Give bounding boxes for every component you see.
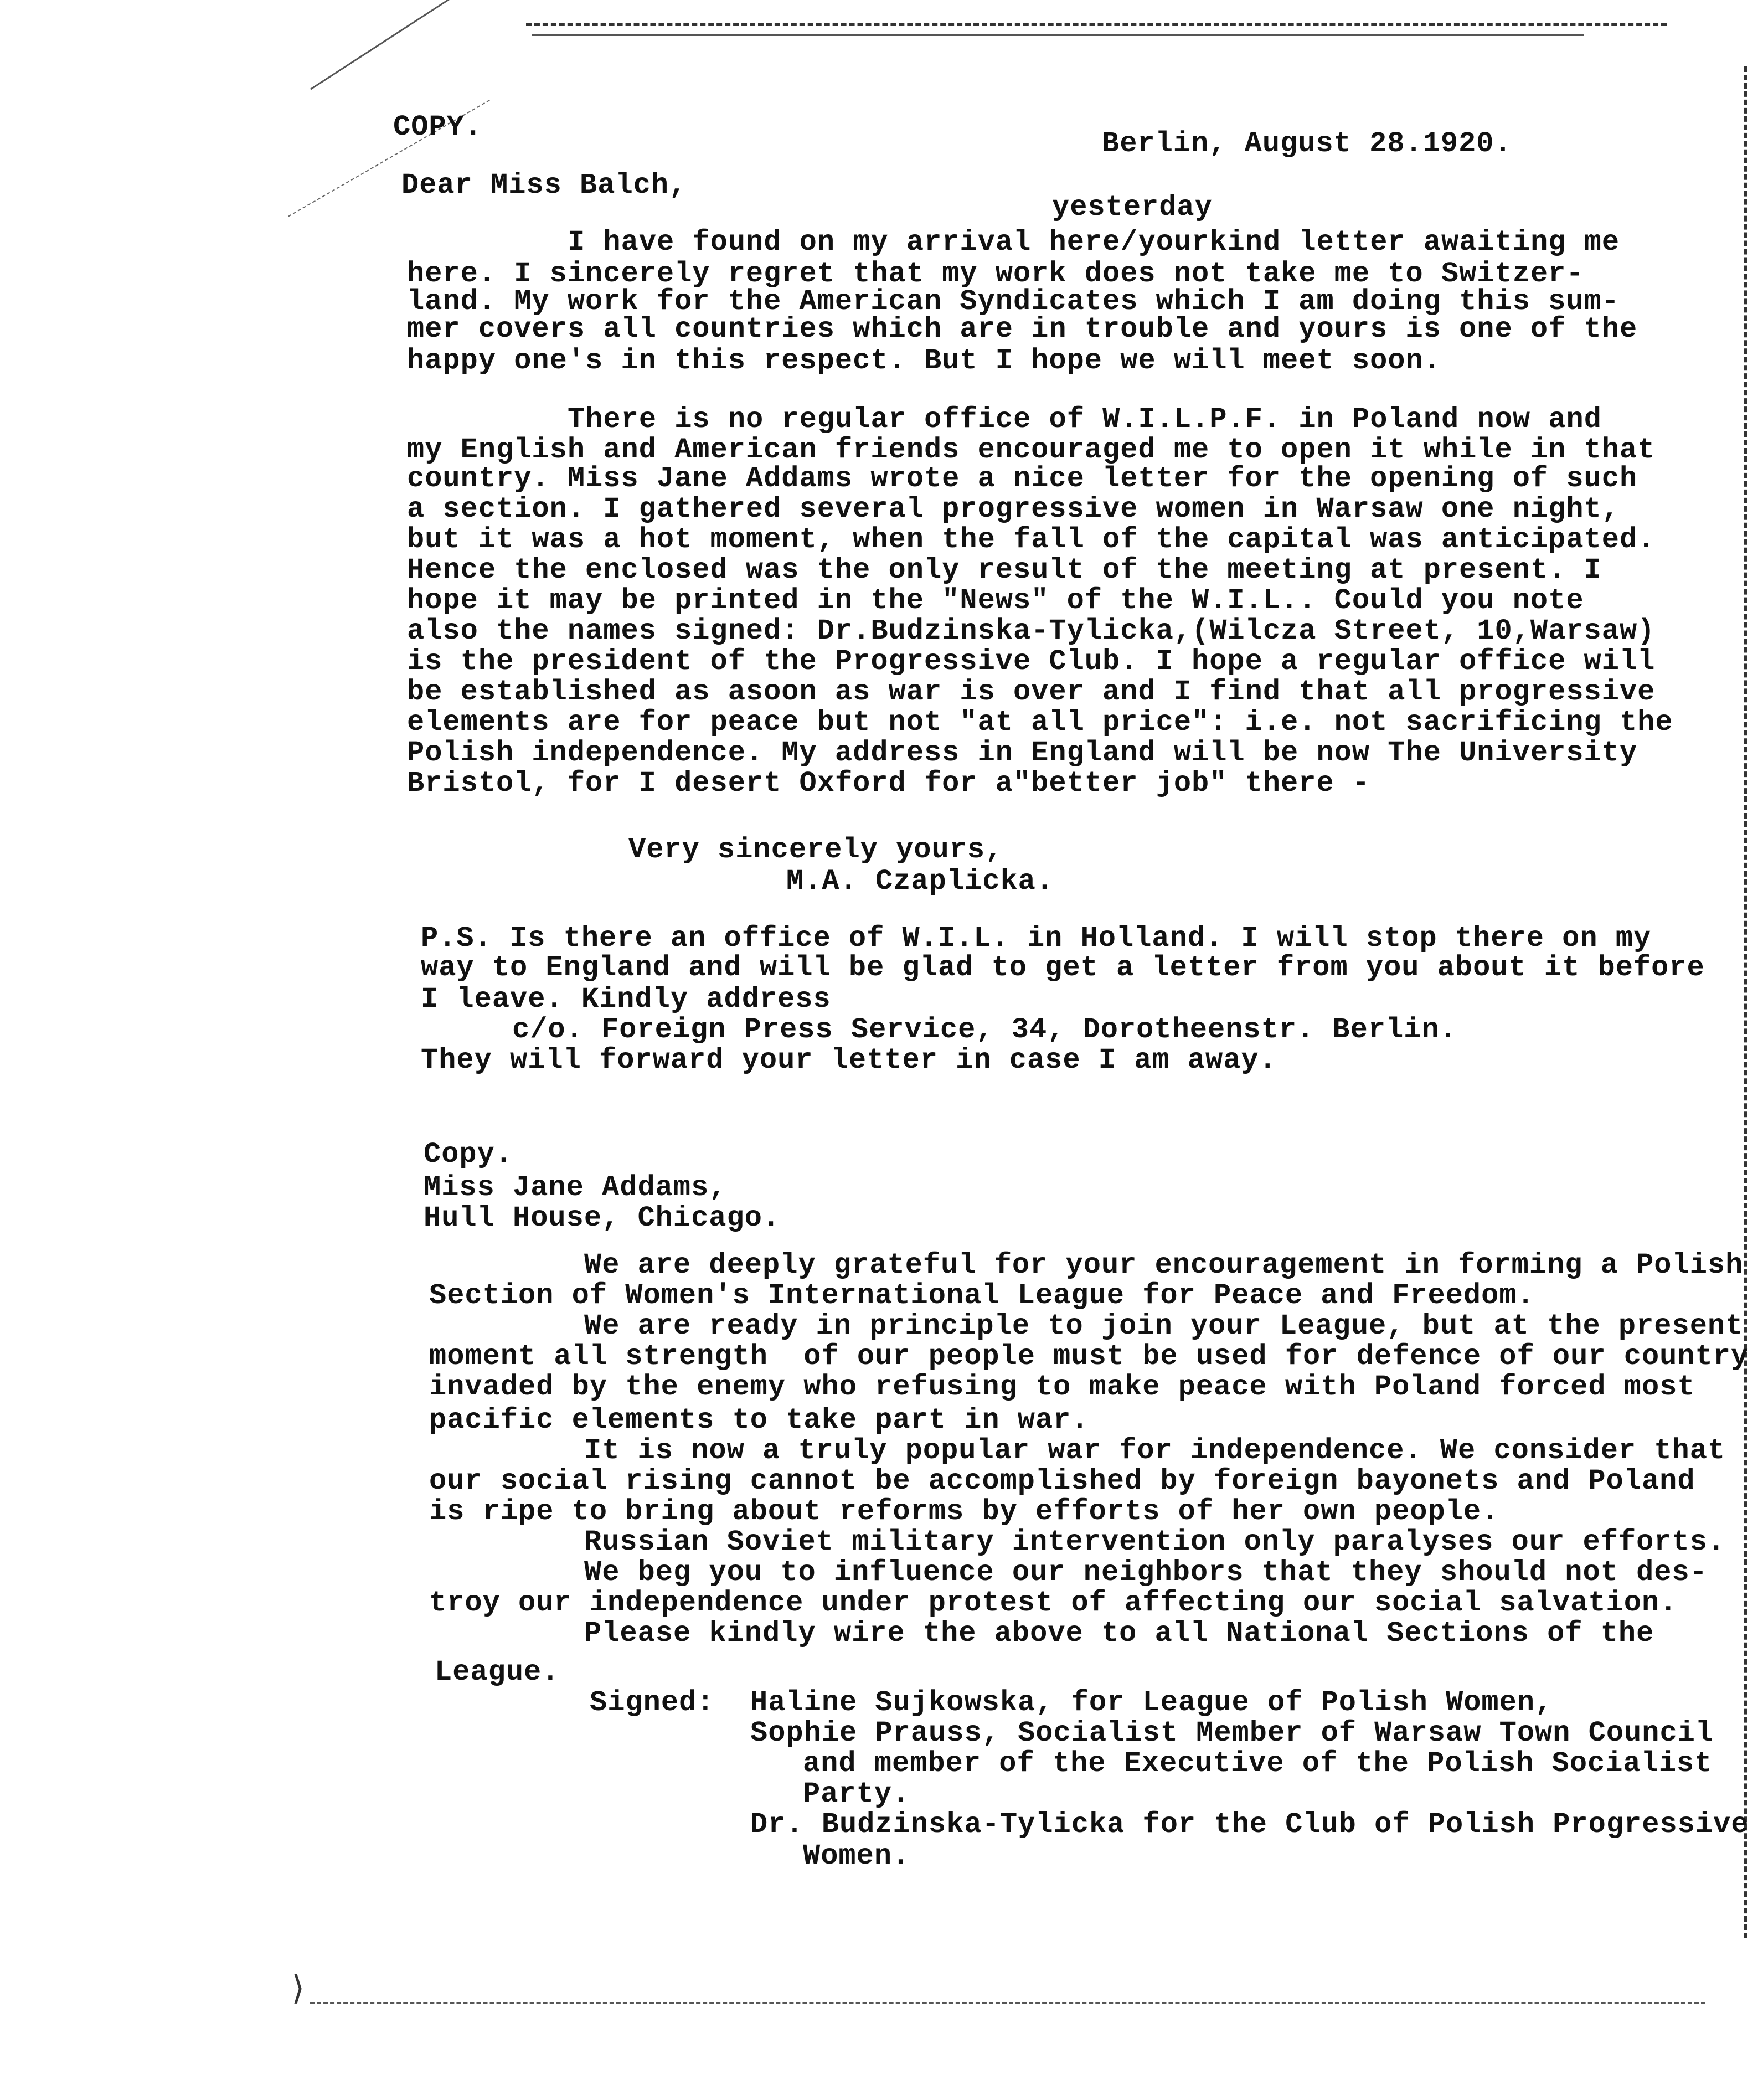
signatory-line: Party.: [803, 1778, 910, 1810]
enclosure-recipient: Miss Jane Addams,: [424, 1171, 727, 1204]
paragraph-line: country. Miss Jane Addams wrote a nice letter for the opening of such: [407, 462, 1638, 495]
enclosure-line: troy our independence under protest of affecting our social salvation.: [429, 1587, 1678, 1619]
enclosure-line: It is now a truly popular war for independence. We consider that: [584, 1434, 1726, 1467]
enclosure-line: invaded by the enemy who refusing to make peace with Poland forced most: [429, 1371, 1695, 1403]
page-edge-top: [526, 23, 1667, 26]
postscript-line: They will forward your letter in case I am away.: [421, 1044, 1277, 1077]
page-edge-bottom: [310, 2002, 1705, 2004]
enclosure-heading: Copy.: [424, 1138, 513, 1171]
paragraph-line: hope it may be printed in the "News" of the W.I.L.. Could you note: [407, 584, 1584, 617]
corner-bracket-mark: ⟩: [288, 1972, 308, 2010]
postscript-line: I leave. Kindly address: [421, 983, 831, 1016]
enclosure-line: pacific elements to take part in war.: [429, 1404, 1089, 1437]
paragraph-line: I have found on my arrival here/yourkind letter awaiting me: [568, 226, 1620, 259]
closing: Very sincerely yours,: [628, 833, 1003, 866]
signature: M.A. Czaplicka.: [786, 865, 1054, 898]
signatory-line: Haline Sujkowska, for League of Polish Women,: [750, 1686, 1553, 1719]
signatory-line: Women.: [803, 1840, 910, 1872]
paragraph-line: but it was a hot moment, when the fall of the capital was anticipated.: [407, 523, 1656, 556]
enclosure-line: We are ready in principle to join your League, but at the present: [584, 1310, 1744, 1342]
enclosure-line: moment all strength of our people must be used for defence of our country: [429, 1340, 1749, 1373]
enclosure-line: League.: [435, 1656, 560, 1689]
enclosure-line: our social rising cannot be accomplished by foreign bayonets and Poland: [429, 1465, 1695, 1497]
paragraph-line: my English and American friends encouraged me to open it while in that: [407, 434, 1656, 466]
postscript-address: c/o. Foreign Press Service, 34, Dorotheenstr. Berlin.: [512, 1013, 1457, 1046]
page-edge-top-line: [532, 34, 1584, 36]
fold-mark: [310, 0, 460, 90]
paragraph-line: also the names signed: Dr.Budzinska-Tylicka,(Wilcza Street, 10,Warsaw): [407, 615, 1656, 647]
paragraph-line: mer covers all countries which are in trouble and yours is one of the: [407, 313, 1638, 346]
copy-mark: COPY.: [393, 111, 483, 143]
enclosure-line: We beg you to influence our neighbors that they should not des-: [584, 1556, 1708, 1589]
paragraph-line: Bristol, for I desert Oxford for a"better job" there -: [407, 767, 1370, 800]
enclosure-line: Please kindly wire the above to all National Sections of the: [584, 1617, 1654, 1650]
paragraph-line: Polish independence. My address in England will be now The University: [407, 737, 1638, 769]
paragraph-line: There is no regular office of W.I.L.P.F. in Poland now and: [568, 403, 1602, 436]
enclosure-line: Russian Soviet military intervention only paralyses our efforts.: [584, 1526, 1726, 1558]
enclosure-line: is ripe to bring about reforms by efforts of her own people.: [429, 1495, 1499, 1528]
paragraph-line: is the president of the Progressive Club. I hope a regular office will: [407, 645, 1656, 678]
postscript-line: way to England and will be glad to get a letter from you about it before: [421, 951, 1705, 984]
signed-label: Signed:: [590, 1686, 715, 1719]
signatory-line: Sophie Prauss, Socialist Member of Warsaw Town Council: [750, 1717, 1714, 1749]
insertion-text: yesterday: [1052, 191, 1213, 224]
paragraph-line: be established as asoon as war is over and I find that all progressive: [407, 676, 1656, 708]
enclosure-line: We are deeply grateful for your encouragement in forming a Polish: [584, 1249, 1744, 1281]
paragraph-line: Hence the enclosed was the only result of the meeting at present. I: [407, 554, 1602, 586]
paragraph-line: a section. I gathered several progressive women in Warsaw one night,: [407, 493, 1620, 526]
signatory-line: and member of the Executive of the Polish Socialist: [803, 1747, 1713, 1780]
page-edge-right: [1744, 66, 1747, 1938]
enclosure-line: Section of Women's International League for Peace and Freedom.: [429, 1279, 1535, 1312]
letter-date: Berlin, August 28.1920.: [1102, 127, 1512, 160]
salutation: Dear Miss Balch,: [401, 169, 687, 202]
paragraph-line: here. I sincerely regret that my work does not take me to Switzer-: [407, 258, 1584, 290]
signatory-line: Dr. Budzinska-Tylicka for the Club of Polish Progressive: [750, 1808, 1749, 1841]
paragraph-line: elements are for peace but not "at all price": i.e. not sacrificing the: [407, 706, 1673, 739]
paragraph-line: land. My work for the American Syndicates which I am doing this sum-: [407, 285, 1620, 318]
paragraph-line: happy one's in this respect. But I hope we will meet soon.: [407, 344, 1441, 377]
enclosure-address: Hull House, Chicago.: [424, 1202, 781, 1234]
postscript-line: P.S. Is there an office of W.I.L. in Holland. I will stop there on my: [421, 922, 1652, 955]
